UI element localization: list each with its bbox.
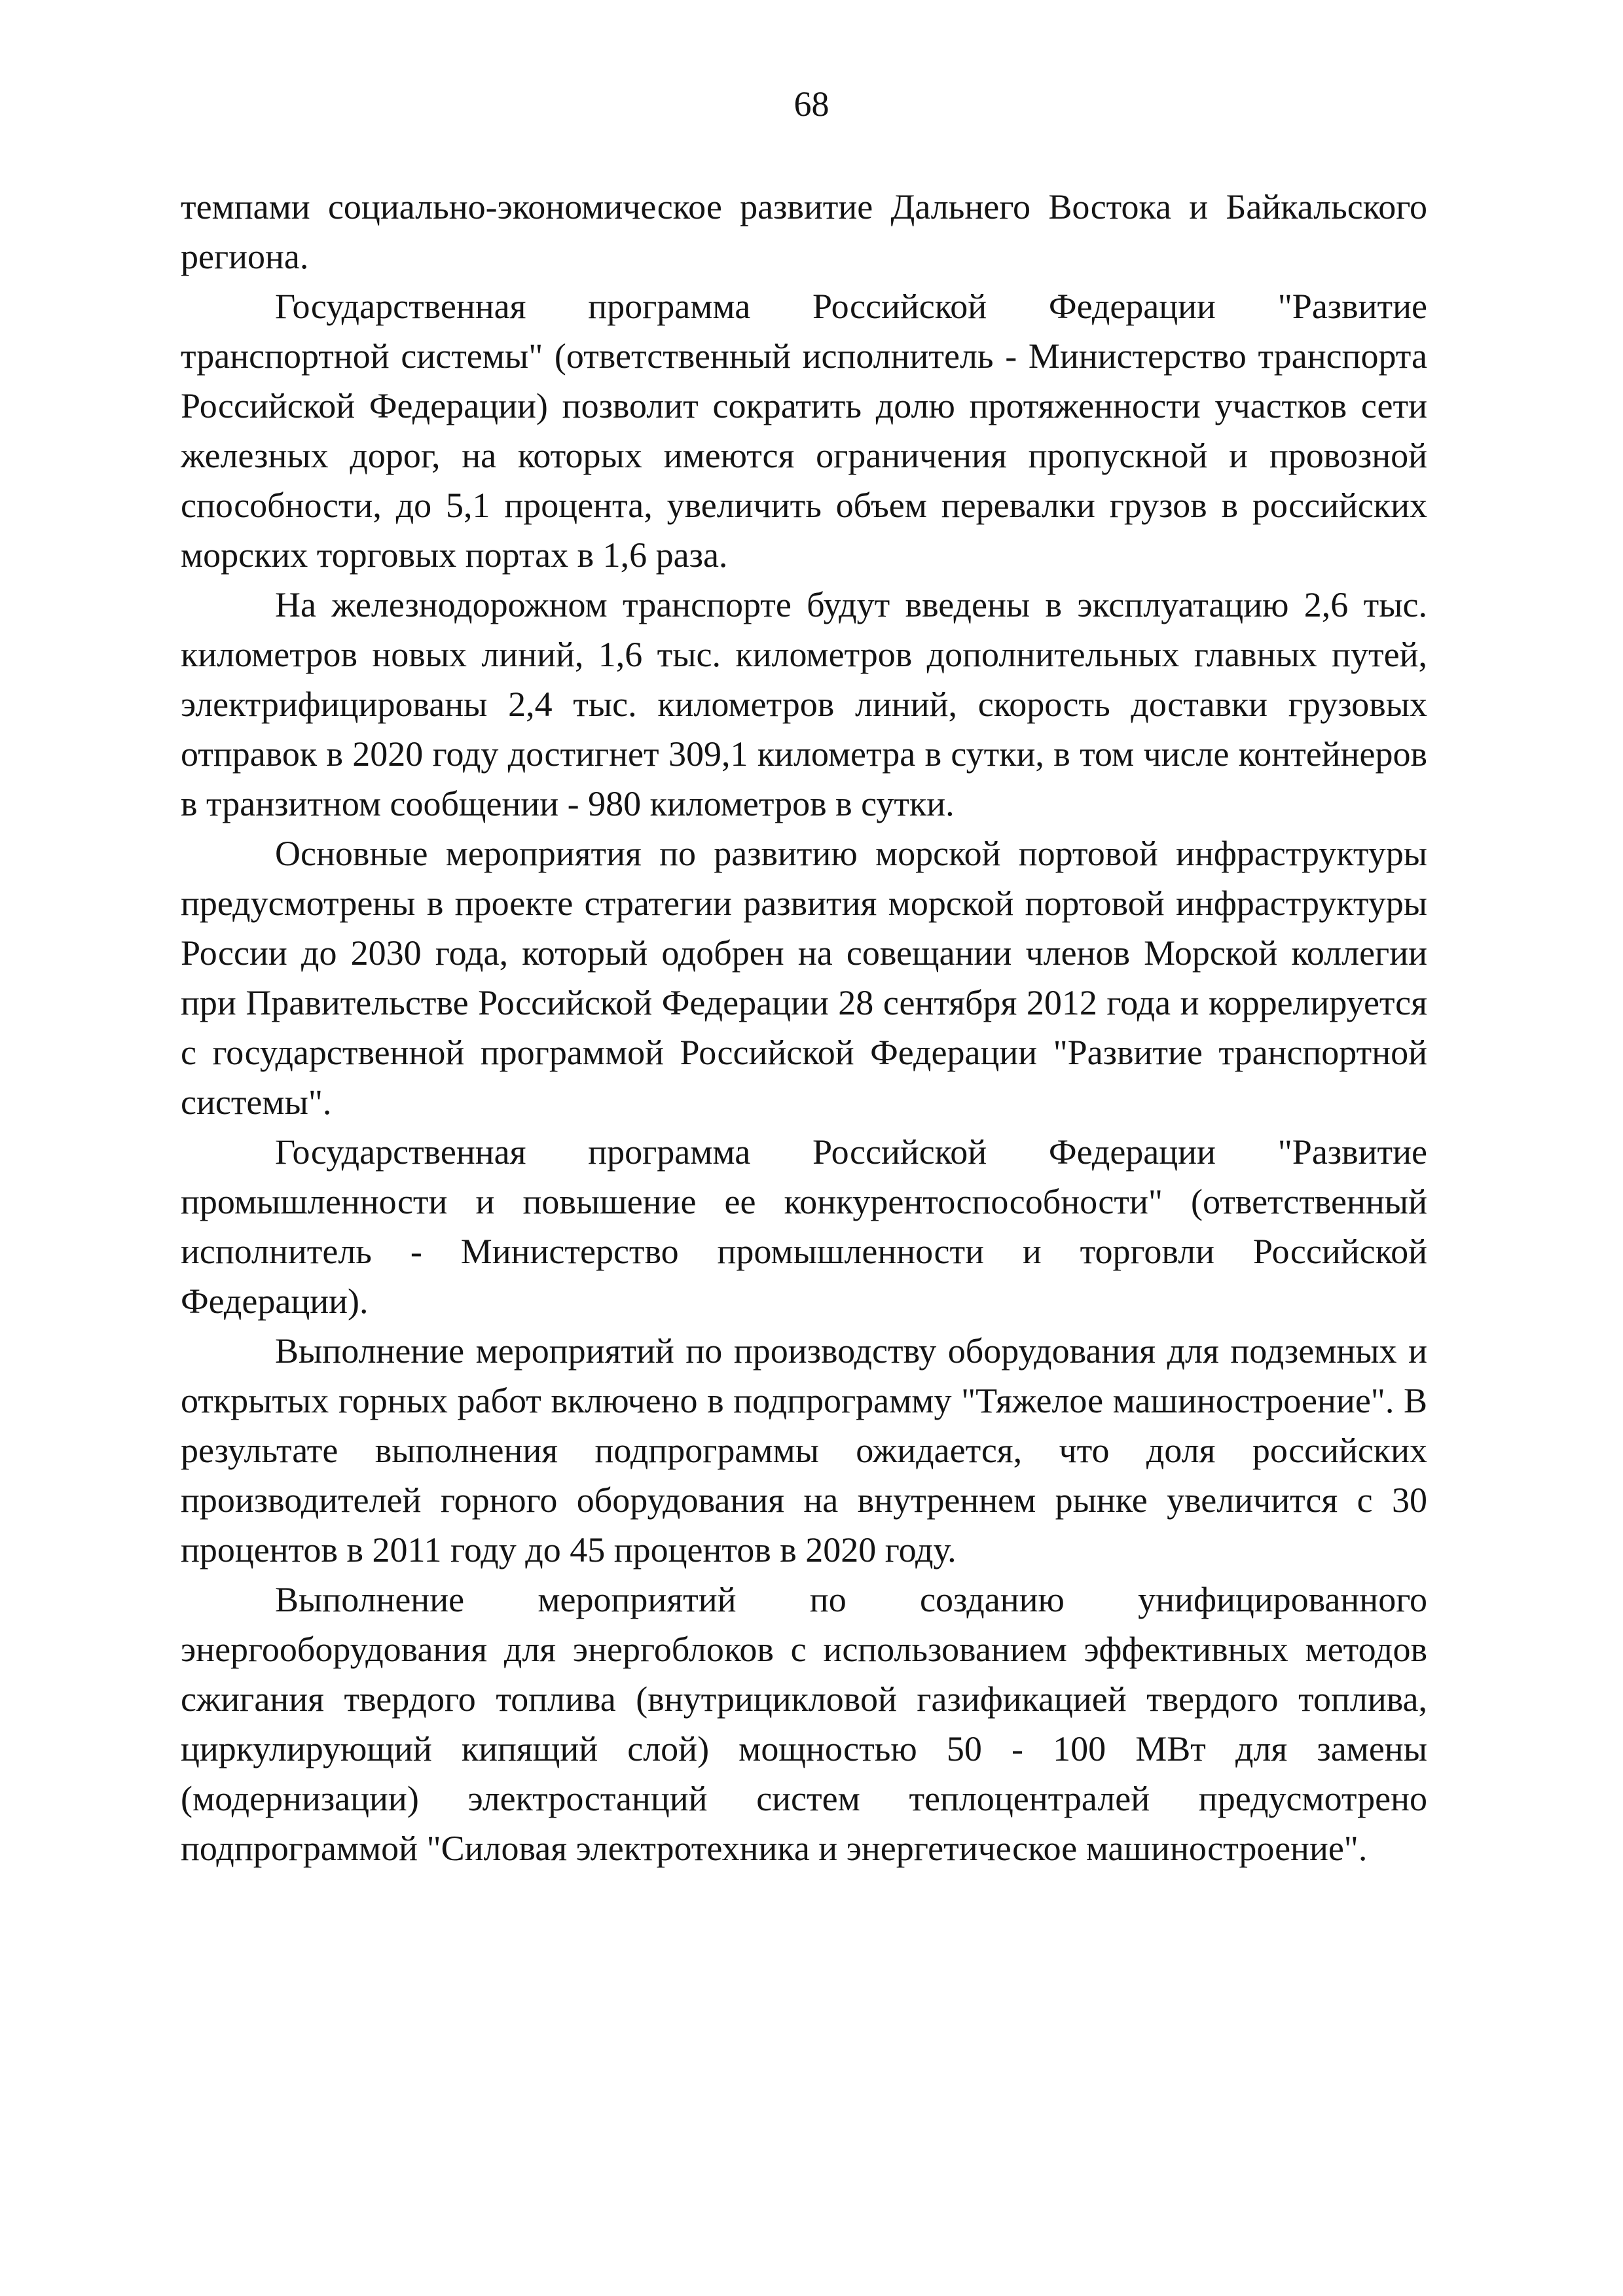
paragraph-industry-program: Государственная программа Российской Федерации "Развитие промышленности и повышение ее конкурентоспособности" (ответственный исполнитель - Министерство промышленности и торговли Российской Федерации).	[181, 1132, 1427, 1321]
paragraph-continuation: темпами социально-экономическое развитие Дальнего Востока и Байкальского региона.	[181, 187, 1427, 276]
paragraph-power-equipment: Выполнение мероприятий по созданию унифицированного энергооборудования для энергоблоков с использованием эффективных методов сжигания твердого топлива (внутрицикловой газификацией твердого топлива, циркулирующий кипящий слой) мощностью 50 - 100 МВт для замены (модернизации) электростанций систем теплоцентралей предусмотрено подпрограммой "Силовая электротехника и энергетическое машиностроение".	[181, 1580, 1427, 1868]
page-number: 68	[793, 84, 830, 124]
paragraph-railway: На железнодорожном транспорте будут введены в эксплуатацию 2,6 тыс. километров новых линий, 1,6 тыс. километров дополнительных главных путей, электрифицированы 2,4 тыс. километров линий, скорость доставки грузовых отправок в 2020 году достигнет 309,1 километра в сутки, в том числе контейнеров в транзитном сообщении - 980 километров в сутки.	[181, 585, 1427, 823]
document-body	[181, 182, 1427, 1873]
paragraph-sea-ports: Основные мероприятия по развитию морской портовой инфраструктуры предусмотрены в проекте стратегии развития морской портовой инфраструктуры России до 2030 года, который одобрен на совещании членов Морской коллегии при Правительстве Российской Федерации 28 сентября 2012 года и коррелируется с государственной программой Российской Федерации "Развитие транспортной системы".	[181, 834, 1427, 1122]
paragraph-transport-program: Государственная программа Российской Федерации "Развитие транспортной системы" (ответственный исполнитель - Министерство транспорта Российской Федерации) позволит сократить долю протяженности участков сети железных дорог, на которых имеются ограничения пропускной и провозной способности, до 5,1 процента, увеличить объем перевалки грузов в российских морских торговых портах в 1,6 раза.	[181, 287, 1427, 575]
paragraph-mining-equipment: Выполнение мероприятий по производству оборудования для подземных и открытых горных работ включено в подпрограмму "Тяжелое машиностроение". В результате выполнения подпрограммы ожидается, что доля российских производителей горного оборудования на внутреннем рынке увеличится с 30 процентов в 2011 году до 45 процентов в 2020 году.	[181, 1331, 1427, 1570]
